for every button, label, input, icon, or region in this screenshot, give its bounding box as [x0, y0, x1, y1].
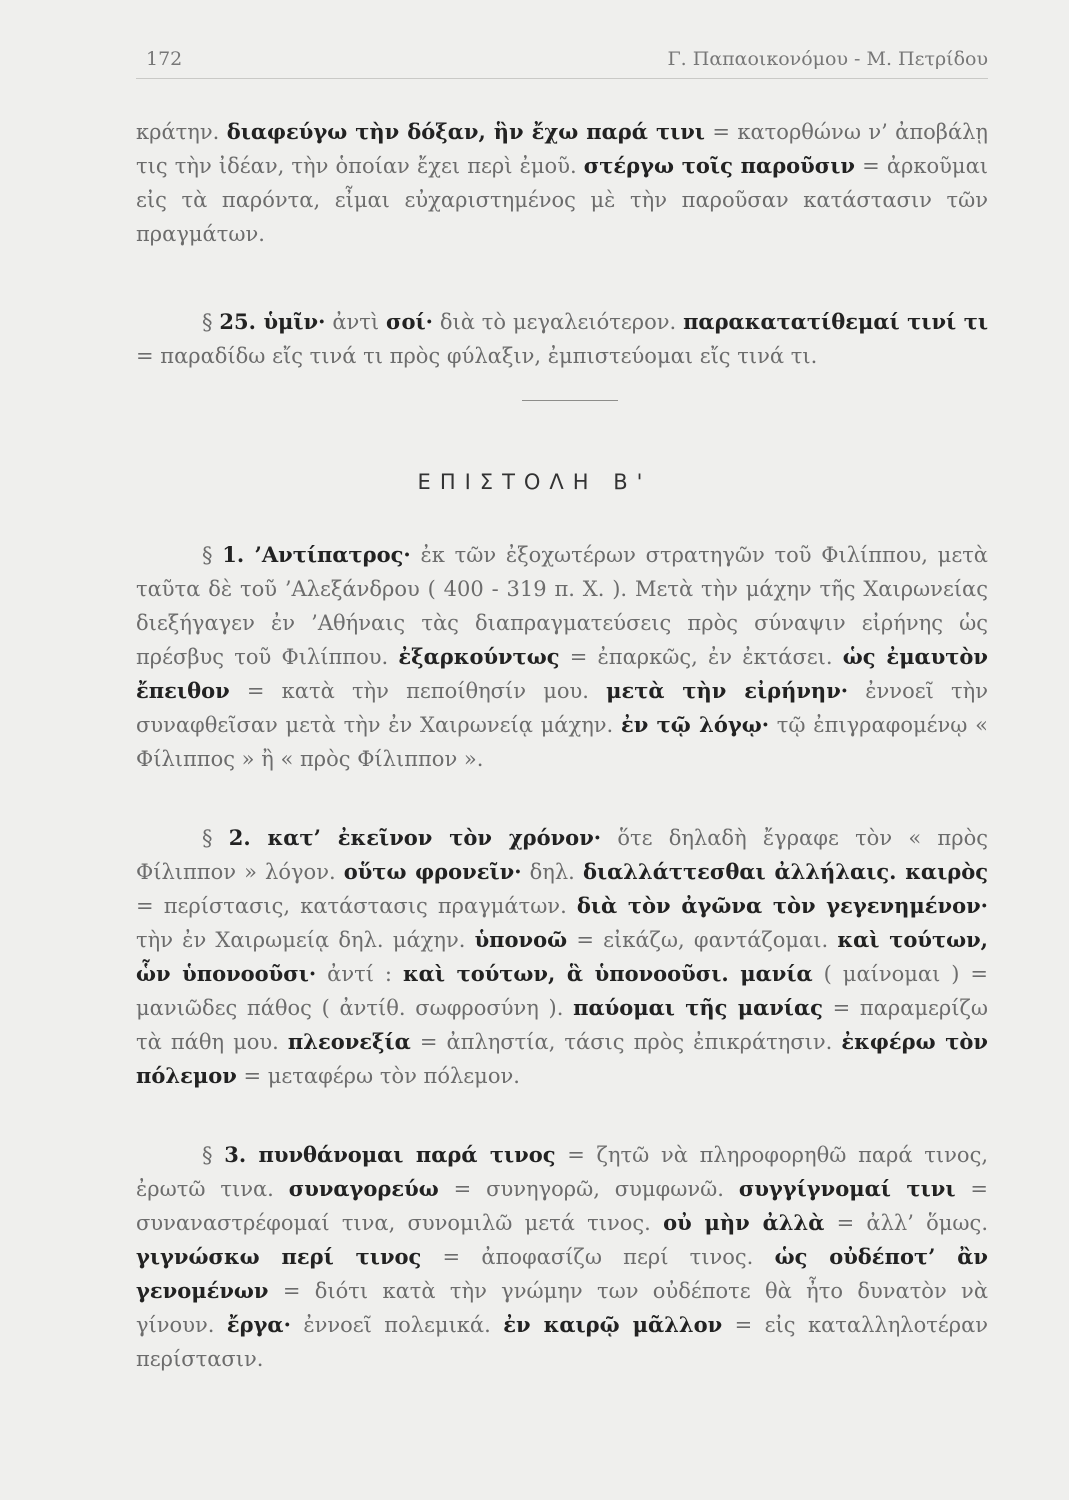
lemma-term: ὑπονοῶ: [474, 927, 568, 952]
gloss-text: ἀντί :: [316, 962, 403, 986]
lemma-term: πλεονεξία: [287, 1029, 411, 1054]
section-divider: [522, 400, 618, 401]
paragraph-section-25: [136, 305, 988, 373]
lemma-term: ἐν τῷ λόγῳ·: [620, 712, 770, 737]
paragraph-text: [136, 538, 988, 776]
gloss-text: τὴν ἐν Χαιρωμείᾳ δηλ. μάχην.: [136, 928, 475, 952]
paragraph-text: [136, 115, 988, 251]
gloss-text: §: [202, 1143, 225, 1167]
gloss-text: §: [202, 543, 223, 567]
lemma-term: καὶ τούτων, ἃ ὑπονοοῦσι. μανία: [402, 961, 813, 986]
gloss-text: ἐννοεῖ πολεμικά.: [290, 1313, 504, 1337]
paragraph-section-3: [136, 1138, 988, 1376]
gloss-text: = ζητῶ νὰ πληροφορηθῶ παρά τινος, ἐρωτῶ τινα.: [136, 1143, 989, 1201]
gloss-text: = ἀρκοῦμαι εἰς τὰ παρόντα, εἶμαι εὐχαριστημένος μὲ τὴν παροῦσαν κατάστασιν τῶν πραγμάτων.: [136, 154, 988, 246]
gloss-text: = παραμερίζω τὰ πάθη μου.: [136, 996, 988, 1054]
gloss-text: δηλ.: [521, 860, 583, 884]
lemma-term: γιγνώσκω περί τινος: [136, 1244, 422, 1269]
lemma-term: 3. πυνθάνομαι παρά τινος: [224, 1142, 556, 1167]
gloss-text: = ἀποφασίζω περί τινος.: [421, 1245, 775, 1269]
gloss-text: = ἐπαρκῶς, ἐν ἐκτάσει.: [559, 645, 843, 669]
lemma-term: μετὰ τὴν εἰρήνην·: [606, 678, 849, 703]
gloss-text: ἀντὶ: [325, 310, 386, 334]
lemma-term: παύομαι τῆς μανίας: [573, 995, 823, 1020]
lemma-term: καὶ τούτων, ὧν ὑπονοοῦσι·: [136, 927, 988, 986]
gloss-text: = μεταφέρω τὸν πόλεμον.: [236, 1064, 520, 1088]
gloss-text: διὰ τὸ μεγαλειότερον.: [432, 310, 684, 334]
paragraph-text: [136, 821, 988, 1093]
gloss-text: = κατορθώνω ν’ ἀποβάλῃ τις τὴν ἰδέαν, τὴν ὁποίαν ἔχει περὶ ἐμοῦ.: [136, 120, 989, 178]
lemma-term: ἐν καιρῷ μᾶλλον: [503, 1312, 723, 1337]
gloss-text: ( μαίνομαι ) = μανιῶδες πάθος ( ἀντίθ. σωφροσύνη ).: [136, 962, 989, 1020]
gloss-text: = περίστασις, κατάστασις πραγμάτων.: [136, 894, 577, 918]
lemma-term: οὐ μὴν ἀλλὰ: [663, 1210, 825, 1235]
paragraph-section-2: [136, 821, 988, 1093]
gloss-text: ἐννοεῖ τὴν συναφθεῖσαν μετὰ τὴν ἐν Χαιρωνείᾳ μάχην.: [136, 679, 988, 737]
gloss-text: ὅτε δηλαδὴ ἔγραφε τὸν « πρὸς Φίλιππον » λόγον.: [136, 826, 988, 884]
lemma-term: συγγίγνομαί τινι: [738, 1176, 956, 1201]
lemma-term: διαφεύγω τὴν δόξαν, ἣν ἔχω παρά τινι: [226, 119, 705, 144]
lemma-term: ὡς ἐμαυτὸν ἔπειθον: [136, 644, 988, 703]
gloss-text: = παραδίδω εἴς τινά τι πρὸς φύλαξιν, ἐμπιστεύομαι εἴς τινά τι.: [136, 344, 818, 368]
lemma-term: στέργω τοῖς παροῦσιν: [583, 153, 855, 178]
lemma-term: ἐκφέρω τὸν πόλεμον: [136, 1029, 988, 1088]
lemma-term: ἔργα·: [226, 1312, 291, 1337]
lemma-term: παρακατατίθεμαί τινί τι: [683, 309, 989, 334]
gloss-text: = ἀλλ’ ὅμως.: [824, 1211, 988, 1235]
lemma-term: ἐξαρκούντως: [398, 644, 560, 669]
paragraph-continuation: [136, 115, 988, 251]
gloss-text: = συναναστρέφομαί τινα, συνομιλῶ μετά τινος.: [136, 1177, 988, 1235]
lemma-term: συναγορεύω: [288, 1176, 439, 1201]
section-heading: ΕΠΙΣΤΟΛΗ Β': [417, 470, 652, 494]
gloss-text: = ἀπληστία, τάσις πρὸς ἐπικράτησιν.: [410, 1030, 842, 1054]
gloss-text: = εἰς καταλληλοτέραν περίστασιν.: [136, 1313, 989, 1371]
gloss-text: = κατὰ τὴν πεποίθησίν μου.: [229, 679, 607, 703]
gloss-text: κράτην.: [136, 120, 227, 144]
lemma-term: 25. ὑμῖν·: [219, 309, 326, 334]
paragraph-text: [136, 1138, 988, 1376]
paragraph-text: [136, 305, 988, 373]
gloss-text: τῷ ἐπιγραφομένῳ « Φίλιππος » ἢ « πρὸς Φίλιππον ».: [136, 713, 988, 771]
gloss-text: = διότι κατὰ τὴν γνώμην των οὐδέποτε θὰ ἦτο δυνατὸν νὰ γίνουν.: [136, 1279, 988, 1337]
lemma-term: οὕτω φρονεῖν·: [343, 859, 522, 884]
lemma-term: διὰ τὸν ἀγῶνα τὸν γεγενημένον·: [576, 893, 988, 918]
gloss-text: ἐκ τῶν ἐξοχωτέρων στρατηγῶν τοῦ Φιλίππου, μετὰ ταῦτα δὲ τοῦ ’Αλεξάνδρου ( 400 - 319 π. Χ. ). Μετὰ τὴν μάχην τῆς Χαιρωνείας διεξήγαγεν ἐν ’Αθήναις τὰς διαπραγματεύσεις πρὸς σύναψιν εἰρήνης ὡς πρέσβυς τοῦ Φιλίππου.: [136, 543, 988, 669]
gloss-text: §: [202, 310, 220, 334]
lemma-term: 2. κατ’ ἐκεῖνον τὸν χρόνον·: [228, 825, 602, 850]
lemma-term: διαλλάττεσθαι ἀλλήλαις. καιρὸς: [582, 859, 989, 884]
running-head-authors: Γ. Παπαοικονόμου - Μ. Πετρίδου: [667, 48, 988, 70]
paragraph-section-1: [136, 538, 988, 776]
lemma-term: ὡς οὐδέποτ’ ἂν γενομένων: [136, 1244, 988, 1303]
lemma-term: 1. ’Αντίπατρος·: [222, 542, 411, 567]
gloss-text: = εἰκάζω, φαντάζομαι.: [567, 928, 838, 952]
page-number: 172: [146, 48, 183, 70]
header-rule: [136, 78, 988, 79]
lemma-term: σοί·: [386, 309, 433, 334]
gloss-text: = συνηγορῶ, συμφωνῶ.: [438, 1177, 739, 1201]
gloss-text: §: [202, 826, 229, 850]
